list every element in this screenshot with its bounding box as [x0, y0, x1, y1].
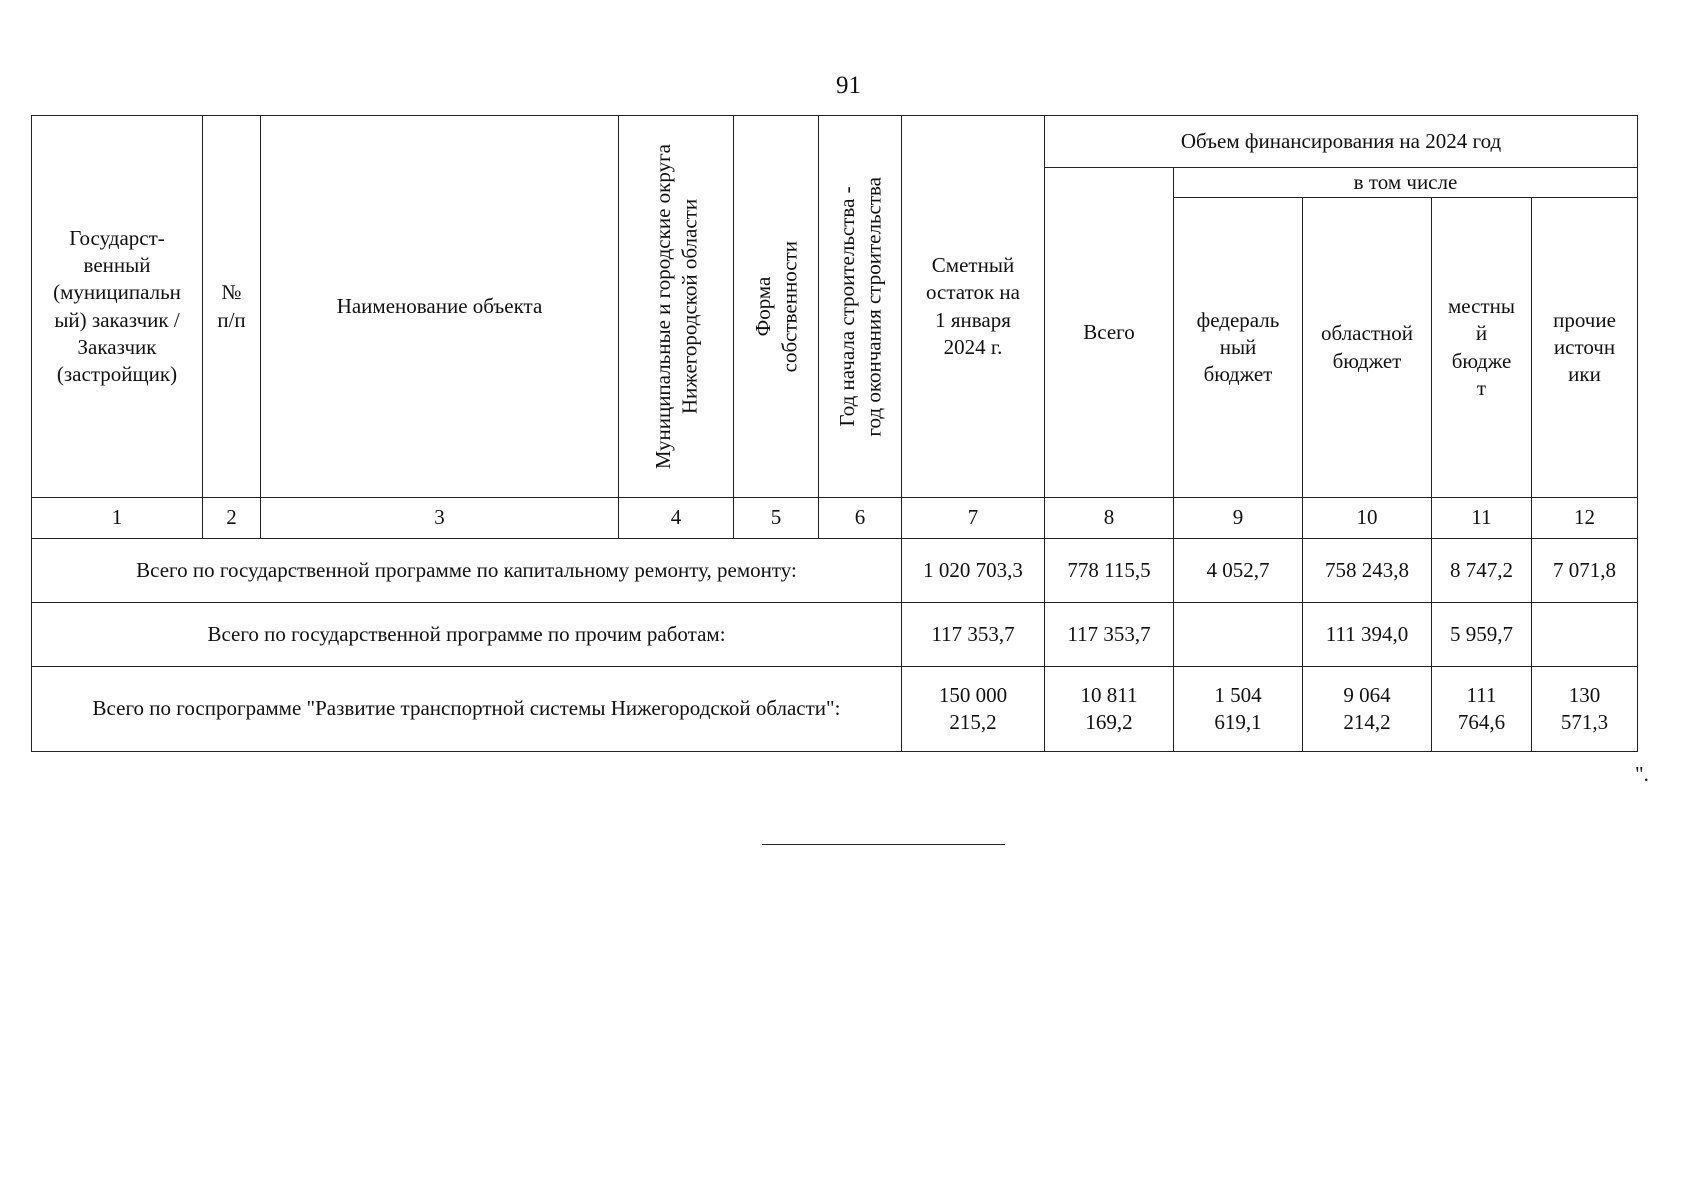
column-number: 2: [203, 498, 261, 539]
header-customer: Государст- венный (муниципальн ый) заказчик / Заказчик (застройщик): [32, 116, 203, 498]
closing-quote-mark: ".: [1635, 762, 1649, 786]
table-row: [32, 603, 1638, 667]
header-years: Год начала строительства - год окончания строительства: [819, 116, 902, 498]
cell-total: 10 811 169,2: [1045, 667, 1174, 752]
cell-regional: 111 394,0: [1303, 603, 1432, 667]
header-total: Всего: [1045, 168, 1174, 498]
header-balance: Сметный остаток на 1 января 2024 г.: [902, 116, 1045, 498]
cell-federal: 4 052,7: [1174, 539, 1303, 603]
column-number: 7: [902, 498, 1045, 539]
table-row: [32, 667, 1638, 752]
footer-divider: [762, 844, 1005, 845]
column-number: 8: [1045, 498, 1174, 539]
financing-table: [31, 115, 1638, 752]
header-regional: областной бюджет: [1303, 198, 1432, 498]
cell-local: 8 747,2: [1432, 539, 1532, 603]
header-object-name: Наименование объекта: [261, 116, 619, 498]
cell-local: 111 764,6: [1432, 667, 1532, 752]
cell-balance: 150 000 215,2: [902, 667, 1045, 752]
cell-federal: 1 504 619,1: [1174, 667, 1303, 752]
page-number: 91: [836, 72, 861, 99]
table-row: [32, 539, 1638, 603]
column-number: 9: [1174, 498, 1303, 539]
cell-other: 130 571,3: [1532, 667, 1638, 752]
column-number: 11: [1432, 498, 1532, 539]
column-numbers-row: [32, 498, 1638, 539]
header-ownership: Форма собственности: [734, 116, 819, 498]
row-label: Всего по государственной программе по капитальному ремонту, ремонту:: [32, 539, 902, 603]
header-financing: Объем финансирования на 2024 год: [1045, 116, 1638, 168]
header-municipality: Муниципальные и городские округа Нижегородской области: [619, 116, 734, 498]
header-local: местны й бюдже т: [1432, 198, 1532, 498]
cell-local: 5 959,7: [1432, 603, 1532, 667]
column-number: 10: [1303, 498, 1432, 539]
cell-balance: 1 020 703,3: [902, 539, 1045, 603]
cell-regional: 9 064 214,2: [1303, 667, 1432, 752]
header-including: в том числе: [1174, 168, 1638, 198]
column-number: 5: [734, 498, 819, 539]
header-other: прочие источн ики: [1532, 198, 1638, 498]
cell-total: 117 353,7: [1045, 603, 1174, 667]
row-label: Всего по госпрограмме "Развитие транспортной системы Нижегородской области":: [32, 667, 902, 752]
column-number: 4: [619, 498, 734, 539]
cell-total: 778 115,5: [1045, 539, 1174, 603]
header-federal: федераль ный бюджет: [1174, 198, 1303, 498]
cell-regional: 758 243,8: [1303, 539, 1432, 603]
header-number: № п/п: [203, 116, 261, 498]
cell-other: [1532, 603, 1638, 667]
column-number: 3: [261, 498, 619, 539]
cell-federal: [1174, 603, 1303, 667]
row-label: Всего по государственной программе по прочим работам:: [32, 603, 902, 667]
column-number: 1: [32, 498, 203, 539]
cell-other: 7 071,8: [1532, 539, 1638, 603]
cell-balance: 117 353,7: [902, 603, 1045, 667]
column-number: 6: [819, 498, 902, 539]
column-number: 12: [1532, 498, 1638, 539]
